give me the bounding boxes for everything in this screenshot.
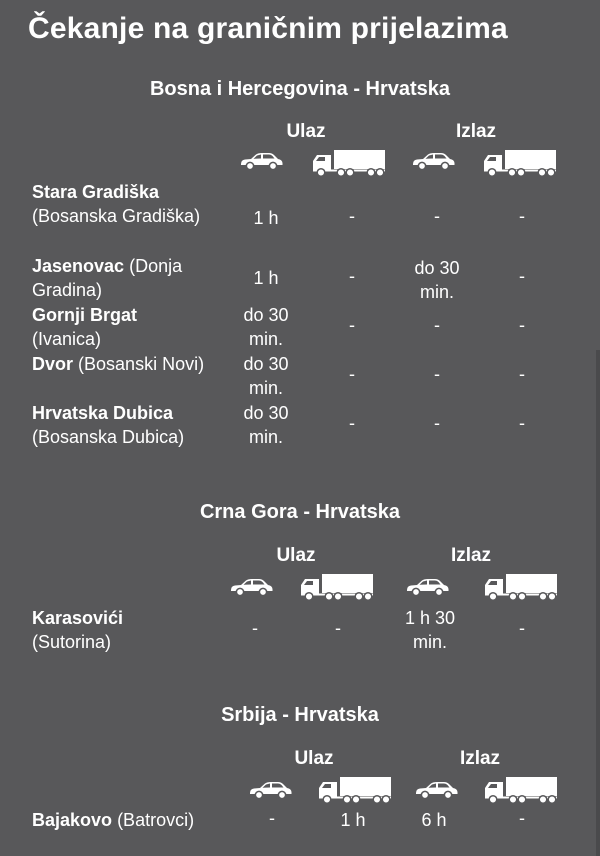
izlaz-car-value: do 30 min. (414, 258, 460, 302)
izlaz-car-value: 6 h (421, 810, 447, 830)
crossing-name: Jasenovac (32, 256, 125, 276)
crossing-sub: (Batrovci) (117, 810, 195, 830)
izlaz-car-value: - (434, 364, 440, 384)
crossing-name: Stara Gradiška (32, 182, 160, 202)
car-icon (413, 780, 459, 800)
list-item (32, 606, 232, 654)
crossing-name: Hrvatska Dubica (32, 403, 174, 423)
izlaz-header: Izlaz (450, 545, 492, 566)
izlaz-truck-value: - (519, 364, 525, 384)
page-title: Čekanje na graničnim prijelazima (28, 12, 508, 45)
crossing-name: Gornji Brgat (32, 305, 138, 325)
ulaz-car-value: - (252, 618, 258, 638)
ulaz-truck-value: - (349, 315, 355, 335)
izlaz-car-value: 1 h 30 min. (404, 608, 456, 652)
ulaz-car-value: do 30 min. (243, 403, 289, 447)
izlaz-truck-value: - (519, 413, 525, 433)
truck-icon (483, 776, 559, 804)
crossing-sub: (Donja Gradina) (32, 256, 183, 300)
truck-icon (299, 573, 375, 601)
scrollbar[interactable] (596, 350, 600, 856)
ulaz-truck-value: - (335, 618, 341, 638)
crossing-sub: (Bosanska Gradiška) (32, 206, 201, 226)
izlaz-header: Izlaz (459, 748, 501, 769)
ulaz-truck-value: 1 h (340, 810, 366, 830)
ulaz-car-value: do 30 min. (243, 354, 289, 398)
ulaz-car-value: 1 h (253, 268, 279, 288)
car-icon (247, 780, 293, 800)
car-icon (410, 151, 456, 171)
list-item (32, 254, 232, 302)
ulaz-truck-value: - (349, 206, 355, 226)
izlaz-truck-value: - (519, 315, 525, 335)
ulaz-truck-value: - (349, 266, 355, 286)
izlaz-header: Izlaz (455, 121, 497, 142)
section-title-bih: Bosna i Hercegovina - Hrvatska (149, 78, 451, 100)
ulaz-header: Ulaz (286, 121, 326, 142)
izlaz-car-value: - (434, 413, 440, 433)
ulaz-car-value: - (269, 808, 275, 828)
truck-icon (311, 149, 387, 177)
izlaz-car-value: - (434, 315, 440, 335)
car-icon (404, 577, 450, 597)
ulaz-truck-value: - (349, 413, 355, 433)
crossing-sub: (Bosanska Dubica) (32, 427, 185, 447)
izlaz-car-value: - (434, 206, 440, 226)
ulaz-car-value: do 30 min. (243, 305, 289, 349)
truck-icon (482, 149, 558, 177)
truck-icon (483, 573, 559, 601)
car-icon (228, 577, 274, 597)
crossing-name: Karasovići (32, 608, 124, 628)
crossing-sub: (Ivanica) (32, 329, 102, 349)
ulaz-car-value: 1 h (253, 208, 279, 228)
izlaz-truck-value: - (519, 808, 525, 828)
ulaz-truck-value: - (349, 364, 355, 384)
list-item (32, 180, 232, 228)
crossing-sub: (Sutorina) (32, 632, 112, 652)
izlaz-truck-value: - (519, 618, 525, 638)
crossing-sub: (Bosanski Novi) (78, 354, 205, 374)
list-item (32, 401, 242, 449)
crossing-name: Dvor (32, 354, 74, 374)
crossing-name: Bajakovo (32, 810, 113, 830)
izlaz-truck-value: - (519, 206, 525, 226)
list-item (32, 303, 232, 351)
izlaz-truck-value: - (519, 266, 525, 286)
ulaz-header: Ulaz (276, 545, 316, 566)
list-item (32, 808, 252, 832)
ulaz-header: Ulaz (294, 748, 334, 769)
list-item (32, 352, 232, 376)
car-icon (238, 151, 284, 171)
section-title-srb: Srbija - Hrvatska (221, 704, 379, 726)
truck-icon (317, 776, 393, 804)
section-title-cg: Crna Gora - Hrvatska (199, 501, 401, 523)
